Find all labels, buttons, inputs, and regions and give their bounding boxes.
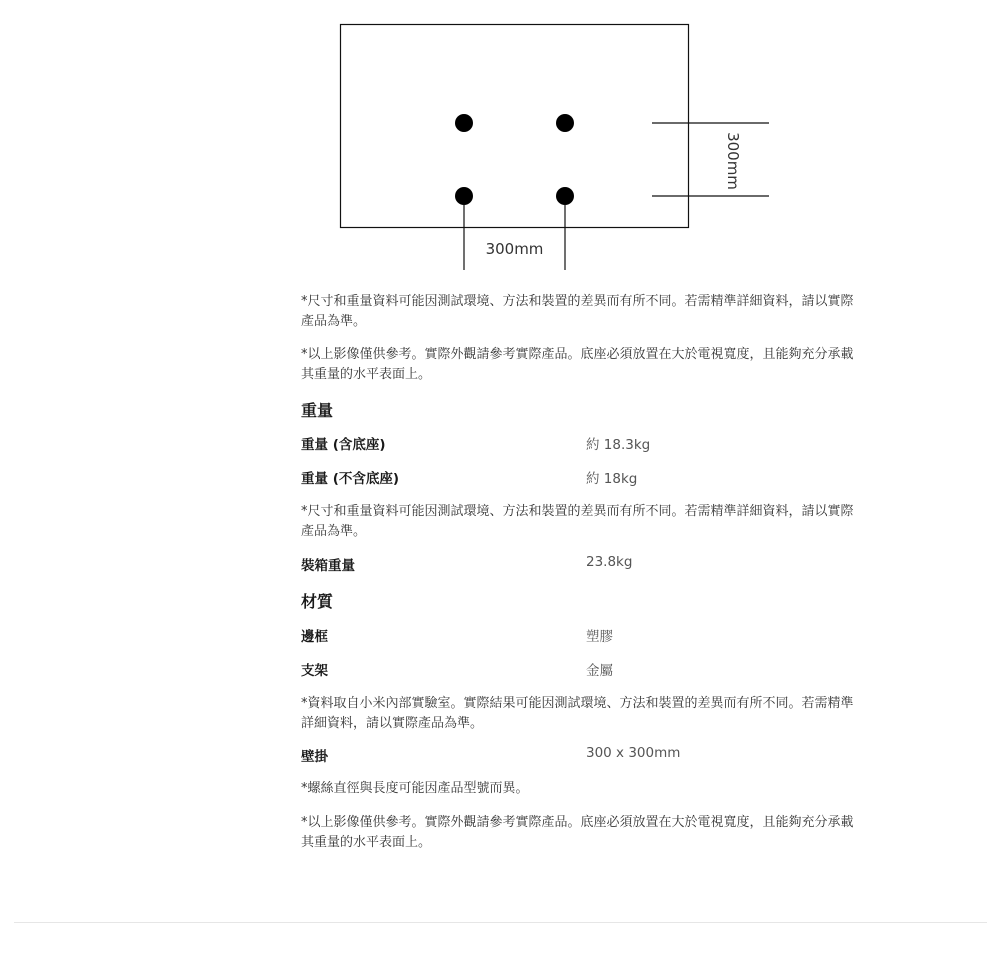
note-size-weight-repeat: *尺寸和重量資料可能因測試環境、方法和裝置的差異而有所不同。若需精準詳細資料，請以實際產品為準。 bbox=[301, 504, 854, 539]
height-dimension-label: 300mm bbox=[724, 132, 742, 190]
spec-label-stand: 支架 bbox=[301, 663, 328, 679]
spec-label-package-weight: 裝箱重量 bbox=[301, 558, 355, 574]
spec-label-weight-with-stand: 重量 (含底座) bbox=[301, 437, 386, 453]
spec-value-package-weight: 23.8kg bbox=[586, 554, 633, 570]
spec-value-weight-with-stand: 約 18.3kg bbox=[586, 437, 651, 453]
spec-label-weight-without-stand: 重量 (不含底座) bbox=[301, 471, 400, 487]
spec-label-frame: 邊框 bbox=[301, 629, 328, 645]
section-title-weight: 重量 bbox=[301, 401, 334, 420]
note-material-source: *資料取自小米內部實驗室。實際結果可能因測試環境、方法和裝置的差異而有所不同。若需精準詳細資料，請以實際產品為準。 bbox=[301, 696, 854, 731]
spec-value-weight-without-stand: 約 18kg bbox=[586, 471, 638, 487]
note-screw: *螺絲直徑與長度可能因產品型號而異。 bbox=[301, 781, 529, 796]
footer-divider bbox=[14, 922, 987, 923]
tv-back-outline bbox=[341, 25, 689, 228]
mount-hole-top-left bbox=[455, 114, 473, 132]
spec-value-frame: 塑膠 bbox=[586, 629, 613, 645]
vesa-diagram-svg bbox=[0, 0, 1000, 280]
spec-value-stand: 金屬 bbox=[586, 663, 613, 679]
note-size-weight: *尺寸和重量資料可能因測試環境、方法和裝置的差異而有所不同。若需精準詳細資料，請以實際產品為準。 bbox=[301, 294, 854, 329]
mount-hole-bottom-left bbox=[455, 187, 473, 205]
note-image-reference-repeat: *以上影像僅供參考。實際外觀請參考實際產品。底座必須放置在大於電視寬度，且能夠充分承載其重量的水平表面上。 bbox=[301, 815, 854, 850]
mount-hole-top-right bbox=[556, 114, 574, 132]
spec-label-wall-mount: 壁掛 bbox=[301, 749, 328, 765]
section-title-material: 材質 bbox=[301, 592, 334, 611]
vesa-diagram bbox=[0, 0, 1000, 280]
mount-hole-bottom-right bbox=[556, 187, 574, 205]
spec-value-wall-mount: 300 x 300mm bbox=[586, 745, 681, 761]
width-dimension-label: 300mm bbox=[485, 240, 544, 258]
note-image-reference: *以上影像僅供參考。實際外觀請參考實際產品。底座必須放置在大於電視寬度，且能夠充分承載其重量的水平表面上。 bbox=[301, 347, 854, 382]
